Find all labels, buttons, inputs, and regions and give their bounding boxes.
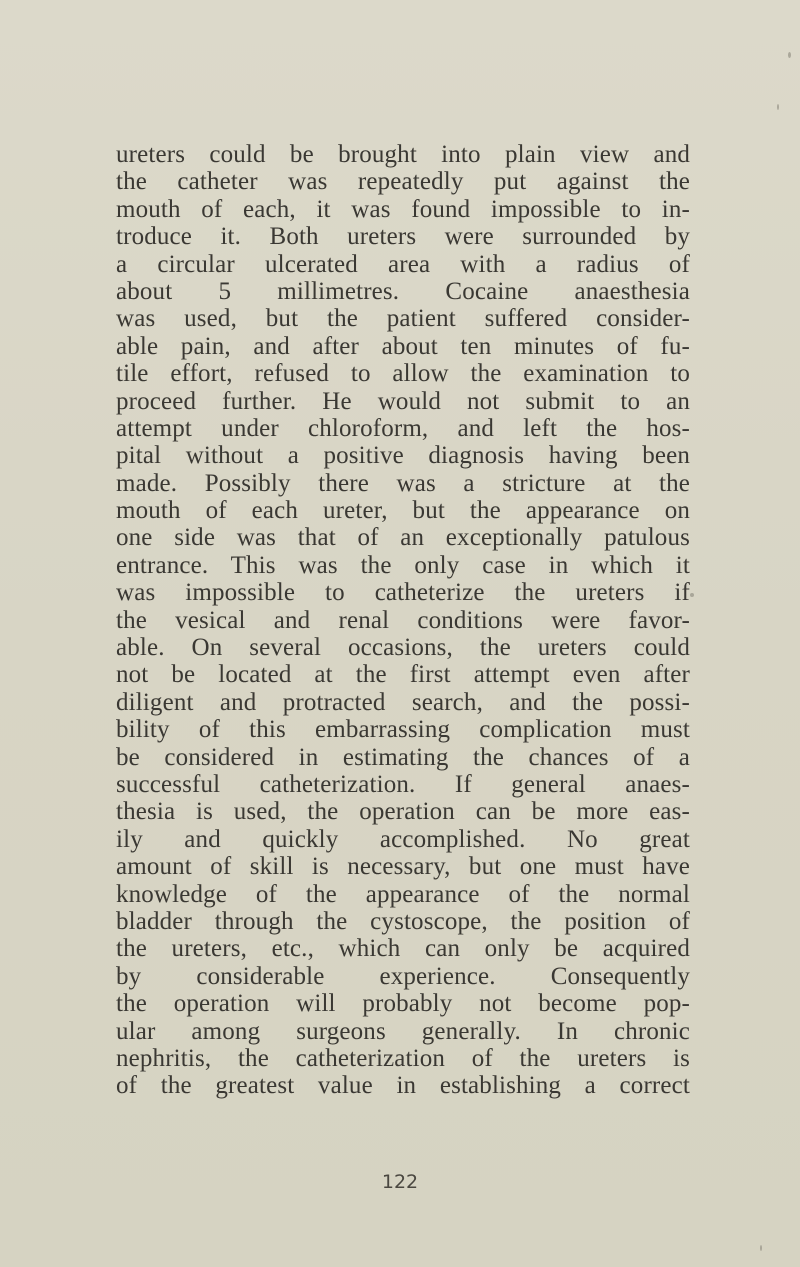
text-line: able. On several occasions, the ureters could xyxy=(116,634,690,662)
text-line: tile effort, refused to allow the examination to xyxy=(116,360,690,388)
text-line: bility of this embarrassing complication must xyxy=(116,716,690,744)
paper-speck xyxy=(760,1245,762,1251)
text-line: a circular ulcerated area with a radius of xyxy=(116,250,690,278)
text-line: ily and quickly accomplished. No great xyxy=(116,825,690,853)
text-line: the ureters, etc., which can only be acquired xyxy=(116,935,690,963)
text-line: mouth of each, it was found impossible to in- xyxy=(116,195,690,223)
text-line: pital without a positive diagnosis having been xyxy=(116,442,690,470)
text-line: mouth of each ureter, but the appearance on xyxy=(116,497,690,525)
text-line: one side was that of an exceptionally patulous xyxy=(116,524,690,552)
text-line: about 5 millimetres. Cocaine anaesthesia xyxy=(116,277,690,305)
paper-speck xyxy=(788,52,791,58)
text-line: able pain, and after about ten minutes of fu- xyxy=(116,332,690,360)
text-line: bladder through the cystoscope, the position of xyxy=(116,907,690,935)
text-line: was used, but the patient suffered consider- xyxy=(116,305,690,333)
text-line: the vesical and renal conditions were favor- xyxy=(116,606,690,634)
text-line: troduce it. Both ureters were surrounded by xyxy=(116,223,690,251)
text-line: of the greatest value in establishing a correct xyxy=(116,1072,690,1100)
text-line: diligent and protracted search, and the possi- xyxy=(116,688,690,716)
text-line: thesia is used, the operation can be more eas- xyxy=(116,798,690,826)
text-line: not be located at the first attempt even after xyxy=(116,661,690,689)
paper-speck xyxy=(690,593,694,597)
text-line: ureters could be brought into plain view and xyxy=(116,141,690,168)
text-line: nephritis, the catheterization of the ureters is xyxy=(116,1044,690,1072)
page-number: 122 xyxy=(381,1171,419,1193)
text-line: was impossible to catheterize the ureters if xyxy=(116,579,690,607)
text-line: amount of skill is necessary, but one must have xyxy=(116,853,690,881)
text-line: be considered in estimating the chances of a xyxy=(116,743,690,771)
text-line: attempt under chloroform, and left the hos- xyxy=(116,414,690,442)
text-line: successful catheterization. If general anaes- xyxy=(116,770,690,798)
text-line: by considerable experience. Consequently xyxy=(116,962,690,990)
text-line: knowledge of the appearance of the normal xyxy=(116,880,690,908)
text-line: ular among surgeons generally. In chronic xyxy=(116,1017,690,1045)
text-line: made. Possibly there was a stricture at the xyxy=(116,469,690,497)
text-line: proceed further. He would not submit to an xyxy=(116,387,690,415)
text-line: entrance. This was the only case in which it xyxy=(116,551,690,579)
text-line: the catheter was repeatedly put against the xyxy=(116,168,690,196)
paper-speck xyxy=(777,104,779,110)
text-line: the operation will probably not become pop- xyxy=(116,990,690,1018)
body-text xyxy=(116,141,690,1100)
